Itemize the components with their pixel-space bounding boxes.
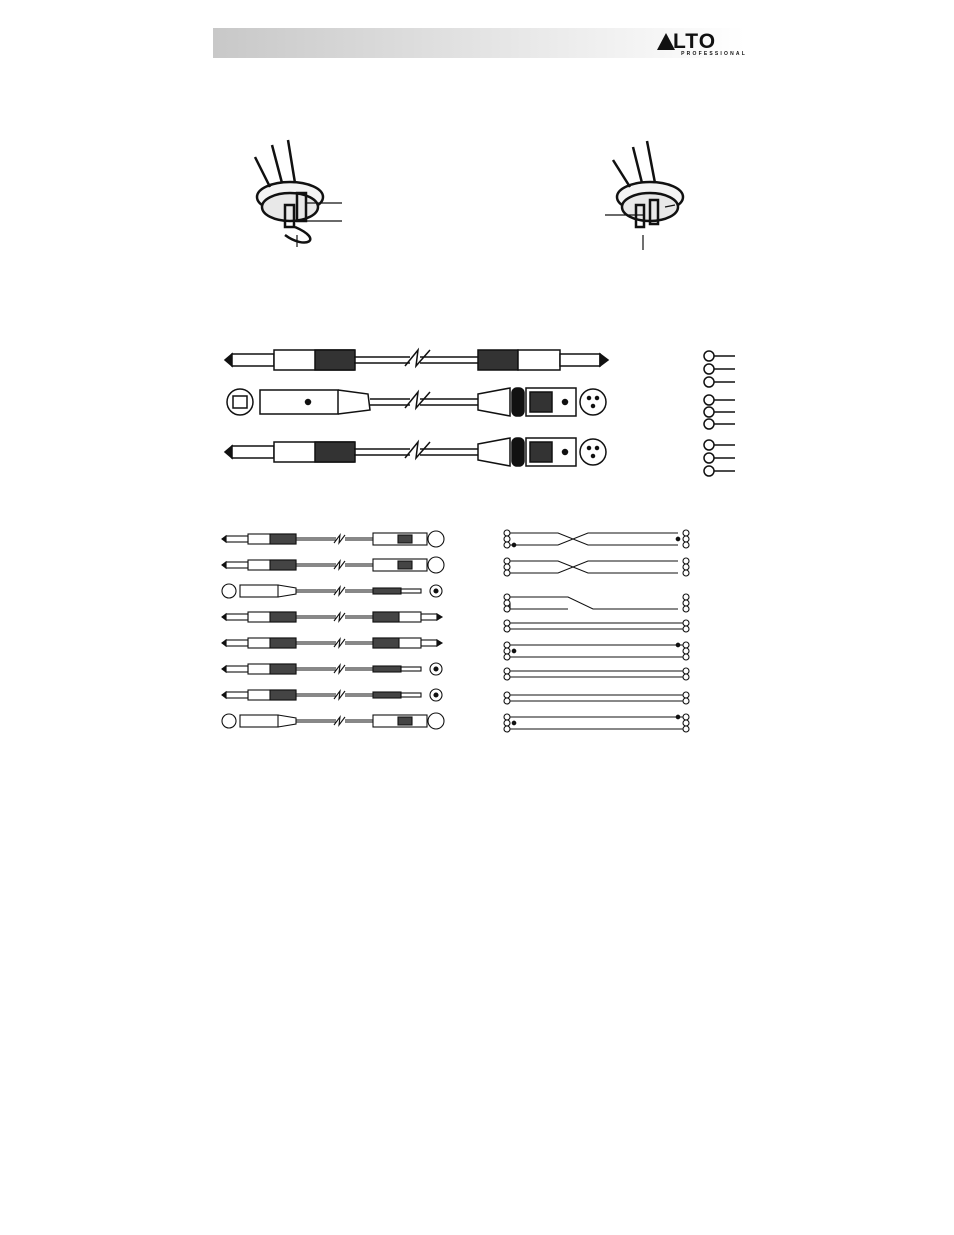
plug-right-icon [605,141,683,250]
cable-trs-xlr-icon [225,438,606,466]
alto-logo [657,31,747,57]
pin-callout-icons [704,351,735,476]
cable-trs-trs-icon [225,350,608,370]
cable-figure-large [220,340,740,485]
logo-wordmark: LTO [673,30,717,53]
cable-figure-small [218,525,448,740]
plug-left-icon [255,140,342,247]
wiring-diagram [498,525,698,740]
logo-subtitle: PROFESSIONAL [681,51,747,57]
cable-xlr-xlr-icon [227,388,606,416]
power-plug-figure [245,135,725,270]
